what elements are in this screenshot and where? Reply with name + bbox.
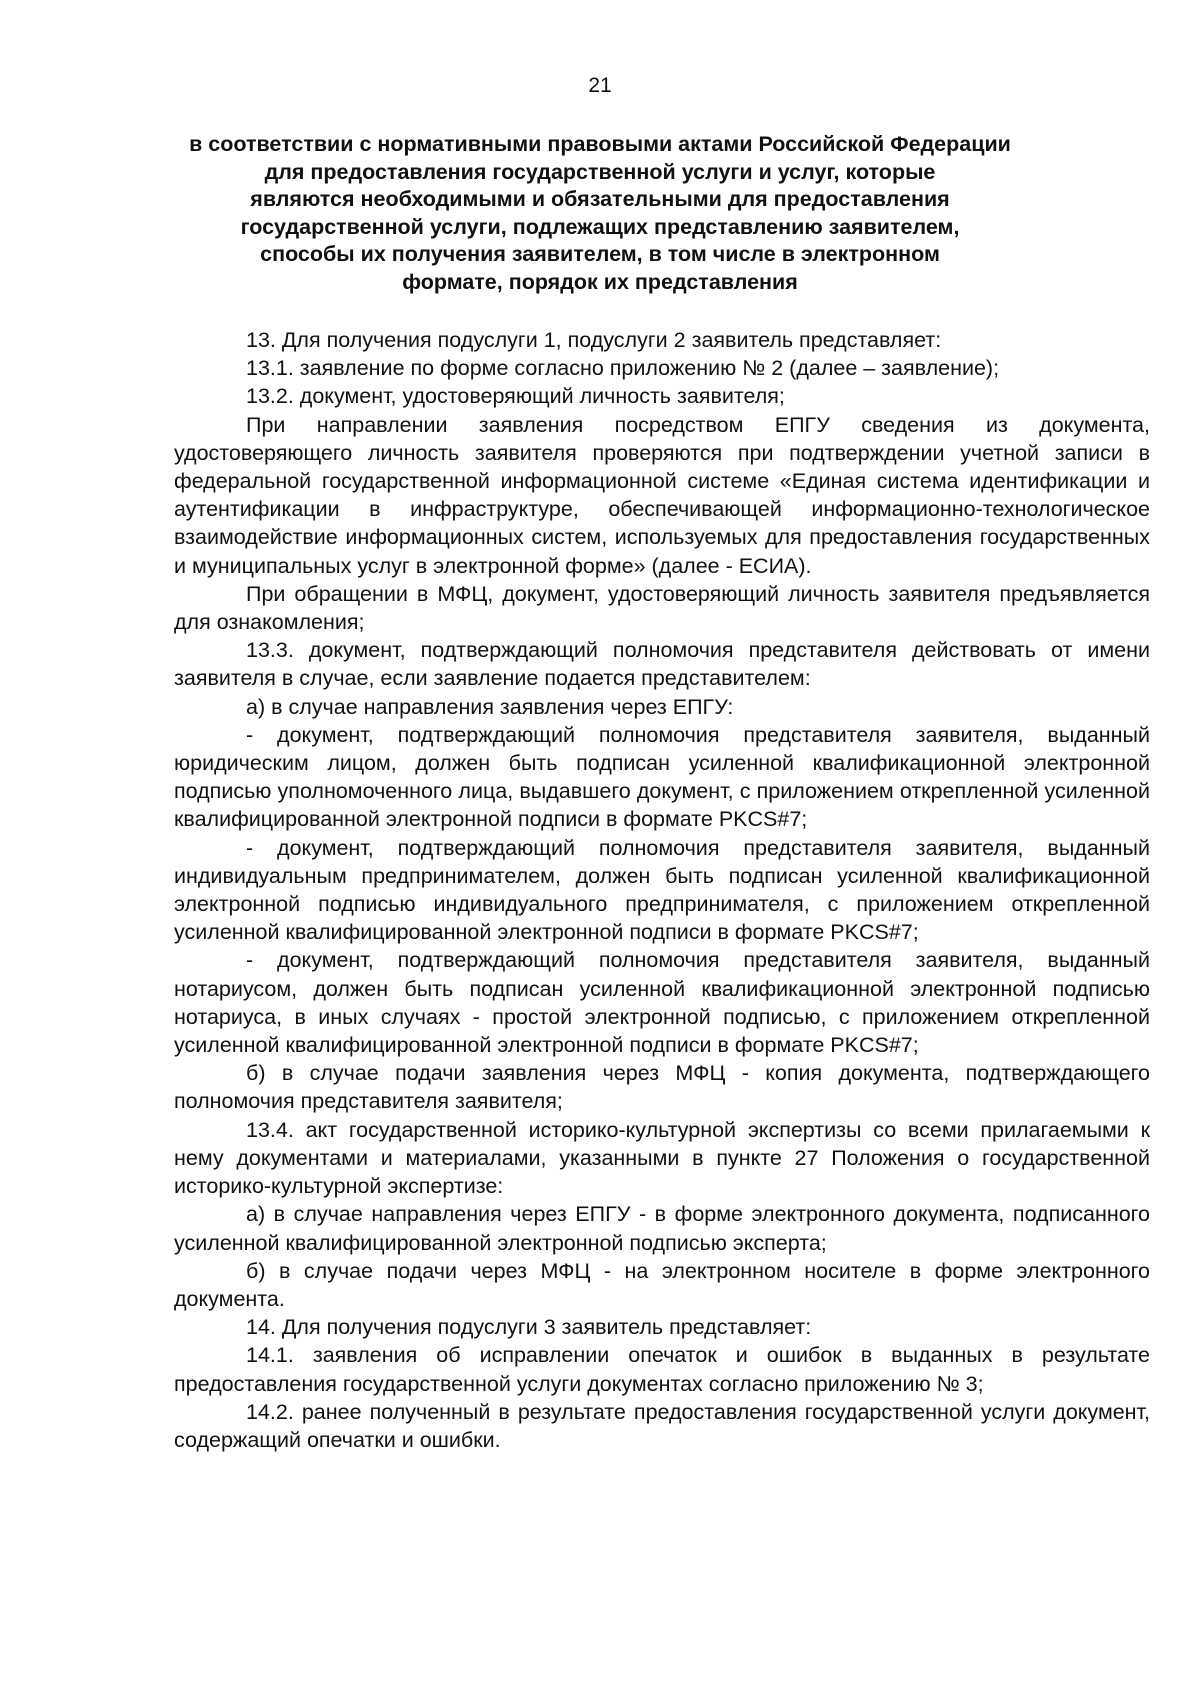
paragraph-13-3-b: б) в случае подачи заявления через МФЦ - копия документа, подтверждающего полномочия представителя заявителя; (174, 1061, 1150, 1114)
paragraph-13-4-b: б) в случае подачи через МФЦ - на электронном носителе в форме электронного документа. (174, 1258, 1150, 1311)
heading-line: для предоставления государственной услуги и услуг, которые (264, 159, 936, 184)
paragraph-entrepreneur: - документ, подтверждающий полномочия представителя заявителя, выданный индивидуальным предпринимателем, должен быть подписан усиленной квалификационной электронной подписью индивидуального предпринимателя, с приложением открепленной усиленной квалифицированной электронной подписи в формате PKCS#7; (174, 835, 1150, 945)
heading-line: являются необходимыми и обязательными для предоставления (250, 187, 950, 211)
paragraph-13-4: 13.4. акт государственной историко-культурной экспертизы со всеми прилагаемыми к нему документами и материалами, указанными в пункте 27 Положения о государственной историко-культурной экспертизе: (174, 1117, 1150, 1199)
page-number: 21 (588, 74, 612, 97)
heading-line: государственной услуги, подлежащих представлению заявителем, (240, 214, 960, 239)
heading-line: формате, порядок их представления (402, 269, 798, 294)
paragraph-13-3: 13.3. документ, подтверждающий полномочия представителя действовать от имени заявителя в случае, если заявление подается представителем: (174, 638, 1150, 691)
heading-line: в соответствии с нормативными правовыми актами Российской Федерации (189, 132, 1011, 156)
paragraph-13-1: 13.1. заявление по форме согласно приложению № 2 (далее – заявление); (246, 356, 1000, 381)
heading-line: способы их получения заявителем, в том числе в электронном (260, 242, 940, 266)
paragraph-13-4-a: а) в случае направления через ЕПГУ - в форме электронного документа, подписанного усиленной квалифицированной электронной подписью эксперта; (174, 1202, 1150, 1255)
paragraph-13-2: 13.2. документ, удостоверяющий личность заявителя; (246, 384, 785, 409)
paragraph-14: 14. Для получения подуслуги 3 заявитель представляет: (246, 1315, 812, 1340)
paragraph-14-2: 14.2. ранее полученный в результате предоставления государственной услуги документ, содержащий опечатки и ошибки. (174, 1399, 1150, 1452)
section-heading (170, 131, 1030, 296)
paragraph-mfc-identity: При обращении в МФЦ, документ, удостоверяющий личность заявителя предъявляется для ознакомления; (174, 581, 1150, 635)
paragraph-14-1: 14.1. заявления об исправлении опечаток и ошибок в выданных в результате предоставления государственной услуги документах согласно приложению № 3; (174, 1343, 1150, 1396)
paragraph-legal-entity: - документ, подтверждающий полномочия представителя заявителя, выданный юридическим лицом, должен быть подписан усиленной квалификационной электронной подписью уполномоченного лица, выдавшего документ, с приложением открепленной усиленной квалифицированной электронной подписи в формате PKCS#7; (174, 722, 1150, 832)
paragraph-epgu-esia: При направлении заявления посредством ЕПГУ сведения из документа, удостоверяющего личность заявителя проверяются при подтверждении учетной записи в федеральной государственной информационной системе «Единая система идентификации и аутентификации в инфраструктуре, обеспечивающей информационно-технологическое взаимодействие информационных систем, используемых для предоставления государственных и муниципальных услуг в электронной форме» (далее - ЕСИА). (174, 412, 1150, 578)
paragraph-notary: - документ, подтверждающий полномочия представителя заявителя, выданный нотариусом, должен быть подписан усиленной квалификационной электронной подписью нотариуса, в иных случаях - простой электронной подписью, с приложением открепленной усиленной квалифицированной электронной подписи в формате PKCS#7; (174, 948, 1150, 1058)
paragraph-13: 13. Для получения подуслуги 1, подуслуги 2 заявитель представляет: (246, 328, 942, 352)
paragraph-13-3-a: а) в случае направления заявления через ЕПГУ: (246, 694, 734, 719)
document-body (174, 326, 1150, 1454)
